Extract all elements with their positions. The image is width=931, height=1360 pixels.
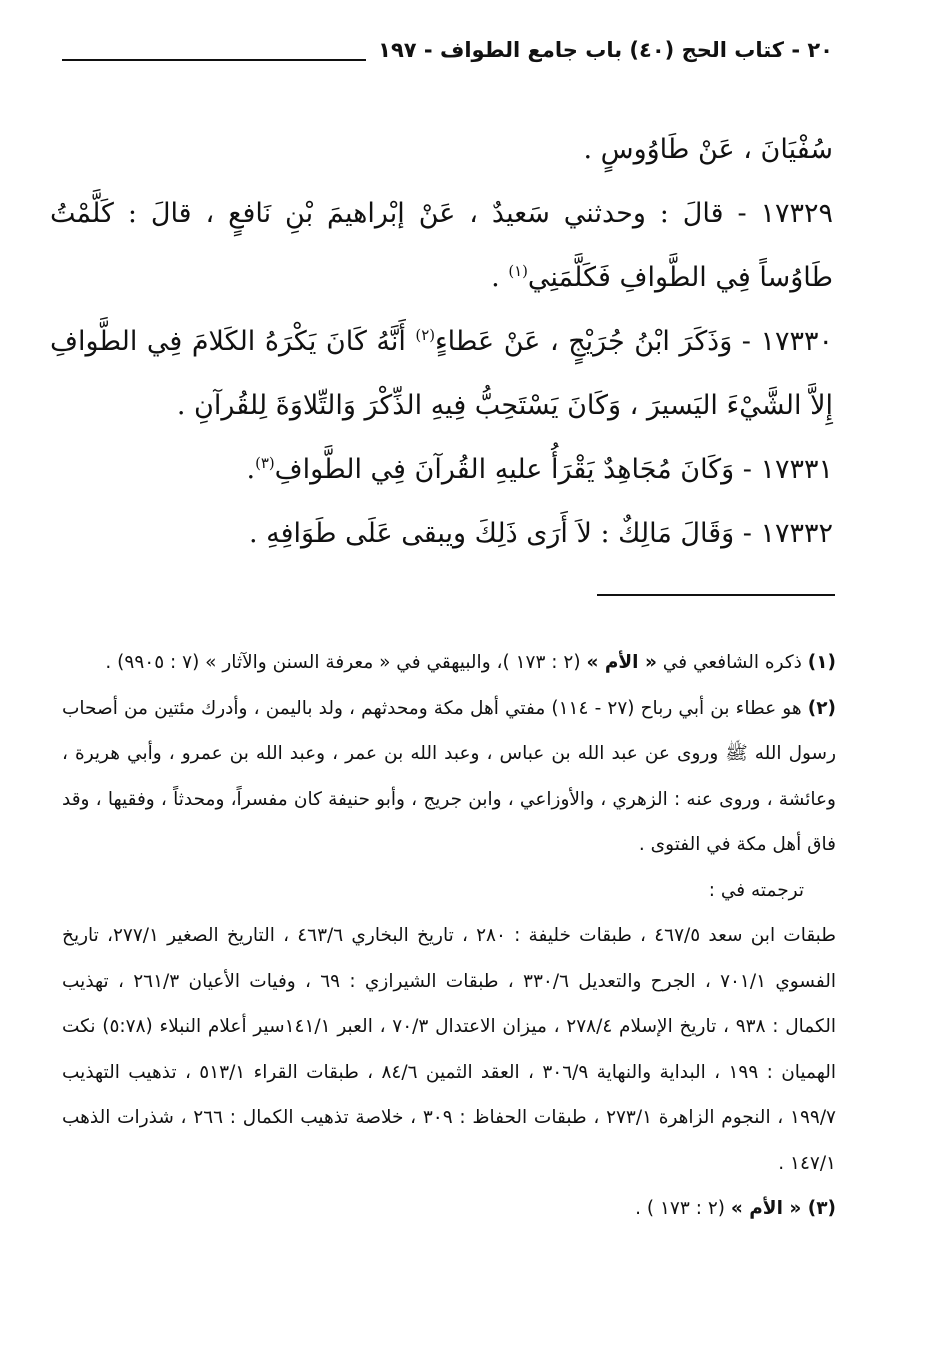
running-header	[62, 34, 833, 74]
footnote-1	[62, 640, 836, 686]
hadith-17329-text: ١٧٣٢٩ - قالَ : وحدثني سَعيدٌ ، عَنْ إبْراهيمَ بْنِ نَافعٍ ، قالَ : كَلَّمْتُ طَاوُساً فِي الطَّوافِ فَكَلَّمَنِي	[50, 198, 833, 293]
hadith-17332: ١٧٣٣٢ - وَقَالَ مَالِكٌ : لاَ أَرَى ذَلِكَ ويبقى عَلَى طَوَافِهِ .	[249, 518, 833, 549]
footnote-2-text: هو عطاء بن أبي رباح (٢٧ - ١١٤) مفتي أهل مكة ومحدثهم ، ولد باليمن ، وأدرك مئتين من أصحاب رسول الله ﷺ وروى عن عبد الله بن عباس ، وعبد الله بن عمر ، وعبد الله بن عمرو ، وأبي هريرة ، وعائشة ، وروى عنه : الزهري ، والأوزاعي ، وابن جريج ، وأبو حنيفة كان مفسراً، ومحدثاً ، وفقيها ، وقد فاق أهل مكة في الفتوى .	[62, 697, 836, 855]
footnote-3	[62, 1186, 836, 1232]
footnote-ref-1[interactable]: (١)	[508, 262, 528, 280]
hadith-17329-end: .	[491, 262, 509, 293]
continuation-line: سُفْيَانَ ، عَنْ طَاوُوسٍ .	[583, 134, 833, 165]
hadith-17331-end: .	[246, 454, 256, 485]
footnote-3-number: (٣)	[807, 1198, 836, 1219]
header-title: ٢٠ - كتاب الحج (٤٠) باب جامع الطواف - ١٩٧	[366, 38, 833, 62]
footnote-1-text-c: (٢ : ١٧٣ )، والبيهقي في « معرفة السنن والآثار » (٧ : ٩٩٠٥) .	[105, 652, 587, 673]
footnote-3-text: (٢ : ١٧٣ ) .	[635, 1198, 731, 1219]
hadith-17330-text-b: أَنَّهُ كَانَ يَكْرَهُ الكَلامَ فِي الطَّوافِ إِلاَّ الشَّيْءَ اليَسيرَ ، وَكَانَ يَسْتَحِبُّ فِيهِ الذِّكْرَ وَالتِّلاوَةَ لِلقُرآنِ .	[50, 326, 833, 421]
footnote-2-bio-label: ترجمته في :	[708, 879, 804, 901]
footnote-1-text-a: ذكره الشافعي في	[656, 652, 808, 673]
hadith-17330-text-a: ١٧٣٣٠ - وَذَكَرَ ابْنُ جُرَيْجٍ ، عَنْ عَطاءٍ	[434, 326, 833, 357]
main-text	[50, 118, 833, 566]
footnote-2	[62, 686, 836, 868]
footnote-1-number: (١)	[807, 652, 836, 673]
hadith-17331-text: ١٧٣٣١ - وَكَانَ مُجَاهِدٌ يَقْرَأُ عليهِ القُرآنَ فِي الطَّوافِ	[274, 454, 833, 485]
footnote-ref-2[interactable]: (٢)	[415, 326, 435, 344]
hadith-17329	[50, 182, 833, 310]
footnote-2-number: (٢)	[807, 697, 836, 719]
footnote-1-book: « الأم »	[586, 652, 657, 673]
footnote-2-sources: طبقات ابن سعد ٤٦٧/٥ ، طبقات خليفة : ٢٨٠ ، تاريخ البخاري ٤٦٣/٦ ، التاريخ الصغير ٢٧٧/١، تاريخ الفسوي ٧٠١/١ ، الجرح والتعديل ٣٣٠/٦ ، طبقات الشيرازي : ٦٩ ، وفيات الأعيان ٢٦١/٣ ، تهذيب الكمال : ٩٣٨ ، تاريخ الإسلام ٢٧٨/٤ ، ميزان الاعتدال ٧٠/٣ ، العبر ١٤١/١سير أعلام النبلاء (٥:٧٨) نكت الهميان : ١٩٩ ، البداية والنهاية ٣٠٦/٩ ، العقد الثمين ٨٤/٦ ، طبقات القراء ٥١٣/١ ، تذهيب التهذيب ١٩٩/٧ ، النجوم الزاهرة ٢٧٣/١ ، طبقات الحفاظ : ٣٠٩ ، خلاصة تذهيب الكمال : ٢٦٦ ، شذرات الذهب ١٤٧/١ .	[62, 925, 837, 1174]
footnote-3-book: « الأم »	[730, 1198, 808, 1219]
footnotes	[62, 640, 836, 1232]
hadith-17330	[50, 310, 833, 438]
footnote-ref-3[interactable]: (٣)	[255, 454, 275, 472]
footnote-rule	[597, 594, 835, 596]
hadith-17331	[50, 438, 833, 502]
